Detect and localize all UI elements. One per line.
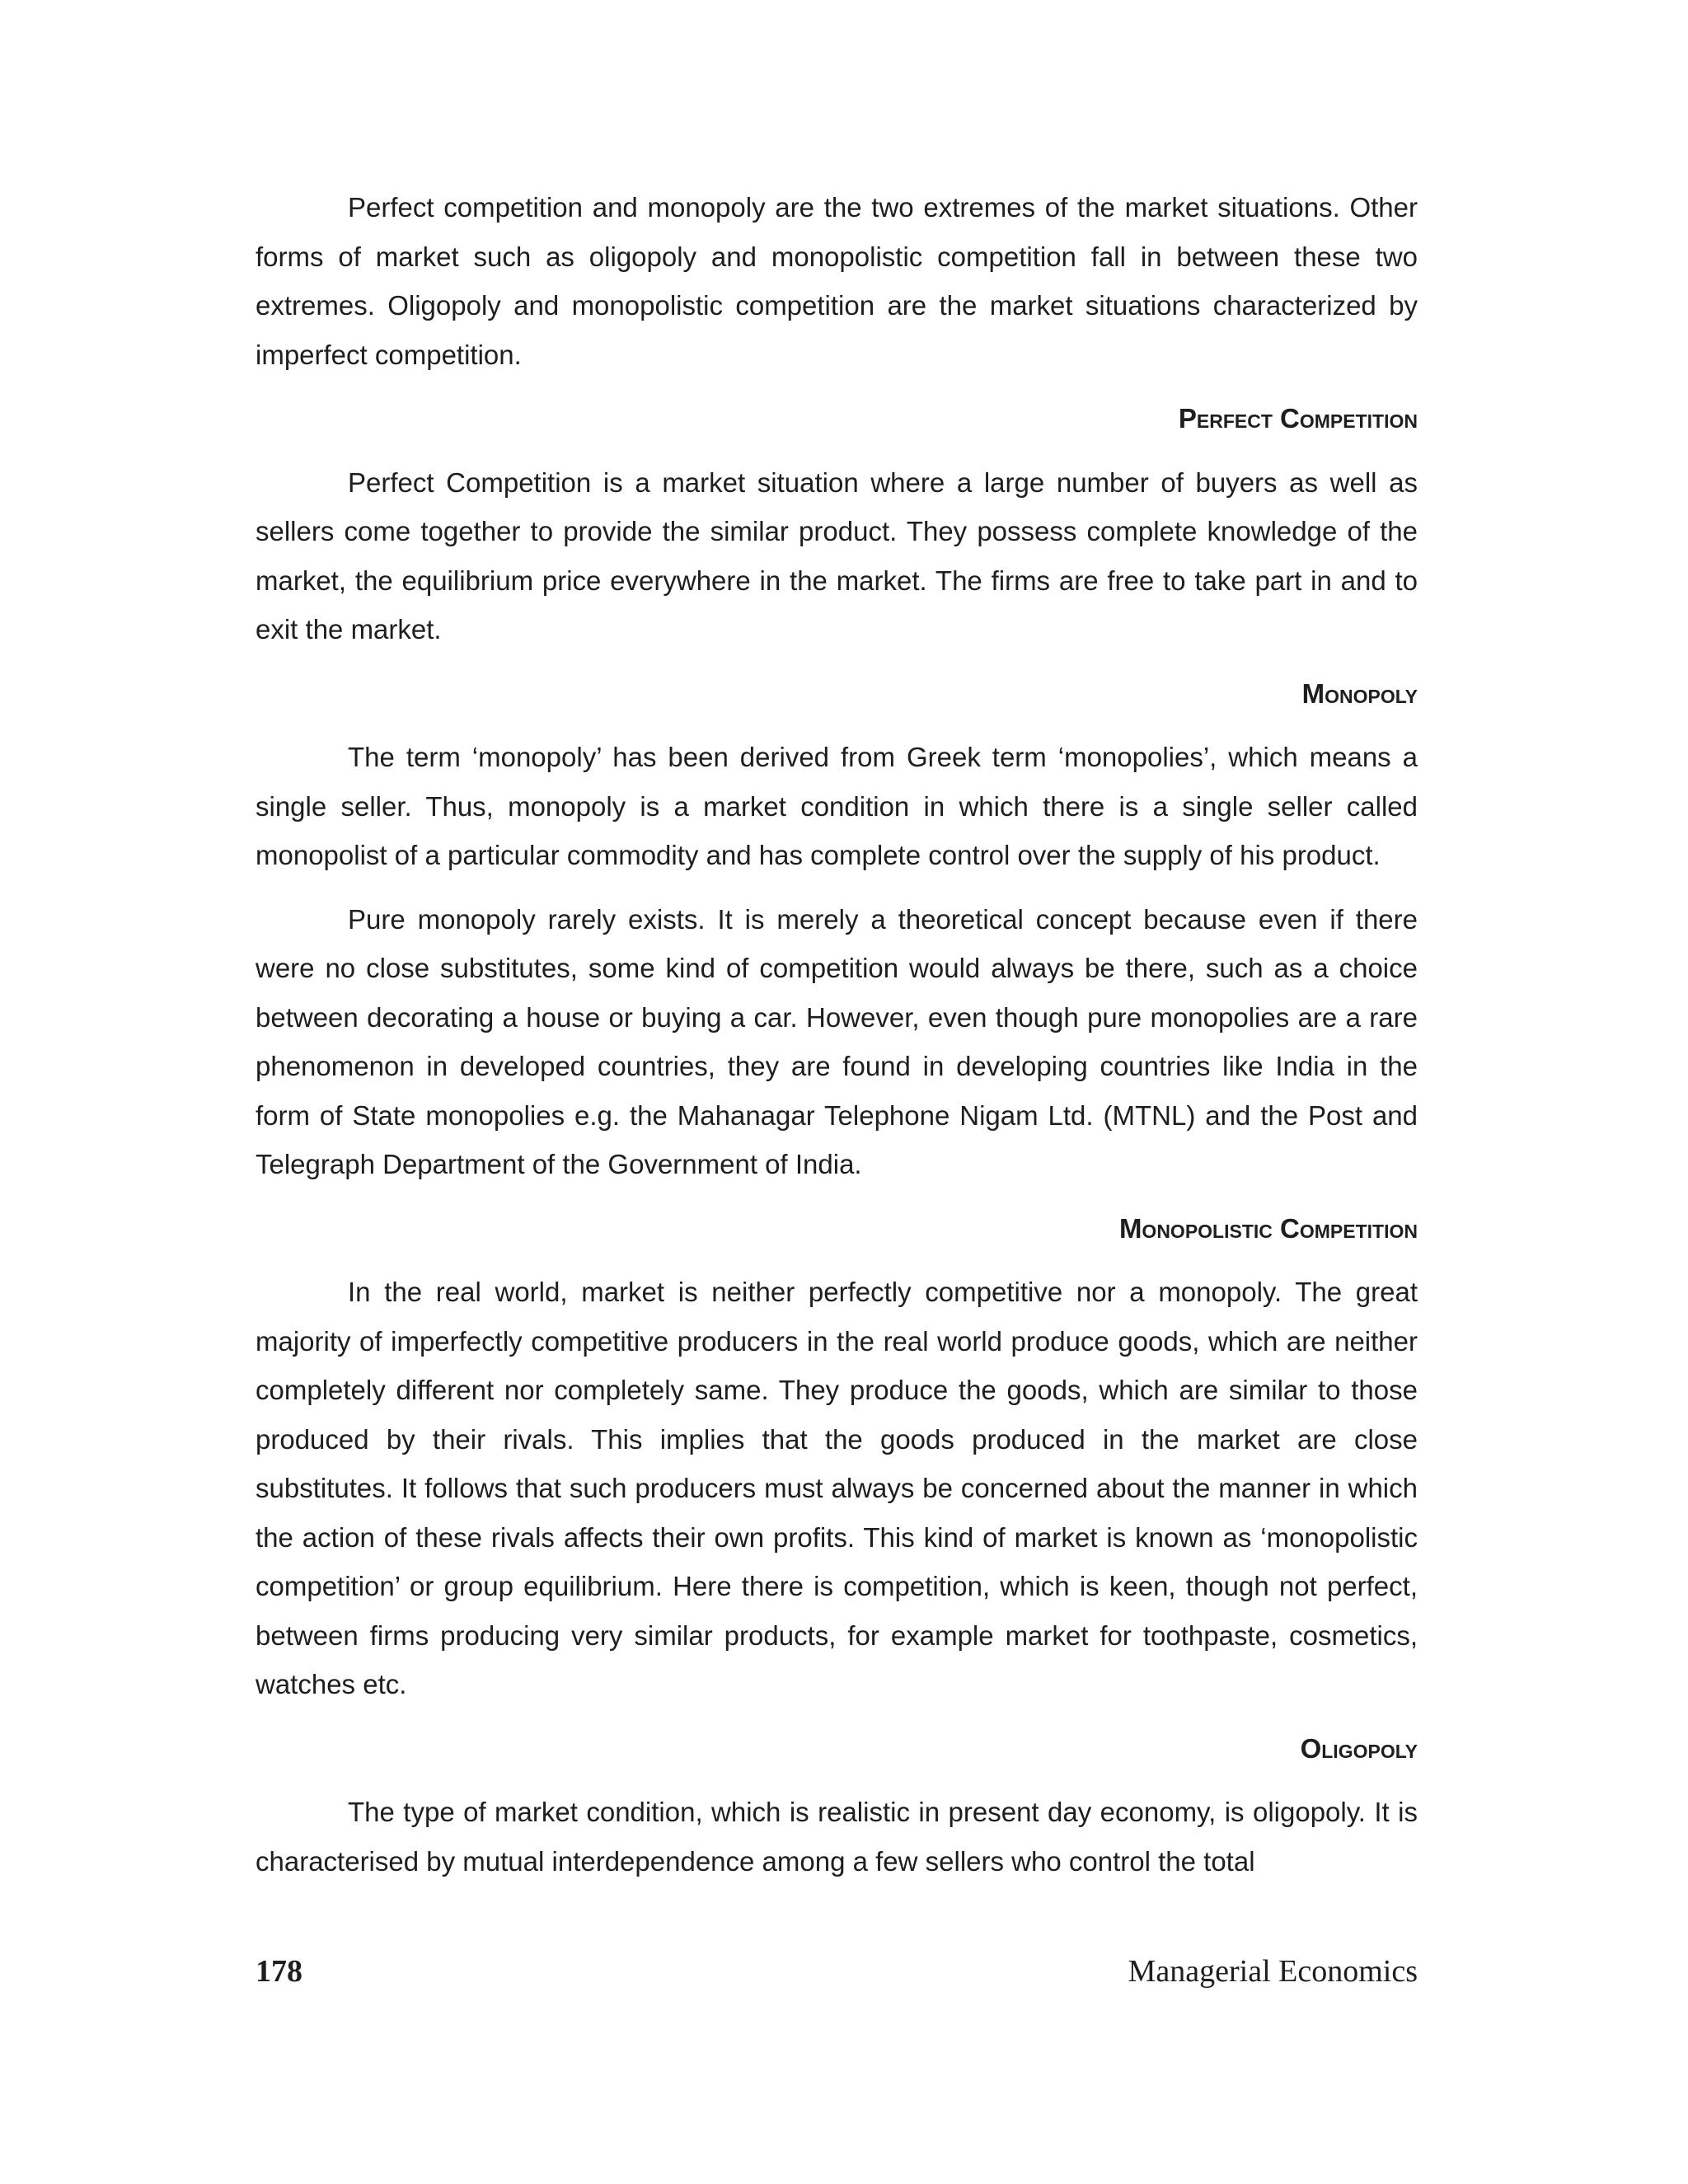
heading-monopolistic-competition: Monopolistic Competition (1118, 1212, 1418, 1244)
heading-oligopoly: Oligopoly (1300, 1732, 1418, 1764)
perfect-competition-paragraph: Perfect Competition is a market situation where a large number of buyers as well as sellers come together to provide the similar product. They possess complete knowledge of the market, the equilibrium price everywhere in the market. The firms are free to take part in and to exit the market. (256, 466, 1418, 644)
monopoly-paragraph-2: Pure monopoly rarely exists. It is merely a theoretical concept because even if there were no close substitutes, some kind of competition would always be there, such as a choice between decorating a house or buying a car. However, even though pure monopolies are a rare phenomenon in developed countries, they are found in developing countries like India in the form of State monopolies e.g. the Mahanagar Telephone Nigam Ltd. (MTNL) and the Post and Telegraph Department of the Government of India. (256, 903, 1418, 1179)
monopoly-paragraph-1: The term ‘monopoly’ has been derived from Greek term ‘monopolies’, which means a single seller. Thus, monopoly is a market condition in which there is a single seller called monopolist of a particular commodity and has complete control over the supply of his product. (256, 742, 1418, 870)
page-number: 178 (256, 1954, 302, 1989)
heading-perfect-competition: Perfect Competition (1178, 403, 1418, 434)
monopolistic-competition-paragraph: In the real world, market is neither perfectly competitive nor a monopoly. The great majority of imperfectly competitive producers in the real world produce goods, which are neither completely different nor completely same. They produce the goods, which are similar to those produced by their rivals. This implies that the goods produced in the market are close substitutes. It follows that such producers must always be concerned about the manner in which the action of these rivals affects their own profits. This kind of market is known as ‘monopolistic competition’ or group equilibrium. Here there is competition, which is keen, though not perfect, between firms producing very similar products, for example market for toothpaste, cosmetics, watches etc. (256, 1277, 1418, 1699)
intro-paragraph: Perfect competition and monopoly are the two extremes of the market situations. Other forms of market such as oligopoly and monopolistic competition fall in between these two extremes. Oligopoly and monopolistic competition are the market situations characterized by imperfect competition. (256, 192, 1418, 370)
heading-monopoly: Monopoly (1301, 677, 1418, 709)
page-body (256, 183, 1418, 1886)
running-title: Managerial Economics (1128, 1954, 1418, 1989)
page-footer (256, 1953, 1418, 2003)
oligopoly-paragraph: The type of market condition, which is realistic in present day economy, is oligopoly. It is characterised by mutual interdependence among a few sellers who control the total (256, 1797, 1418, 1877)
